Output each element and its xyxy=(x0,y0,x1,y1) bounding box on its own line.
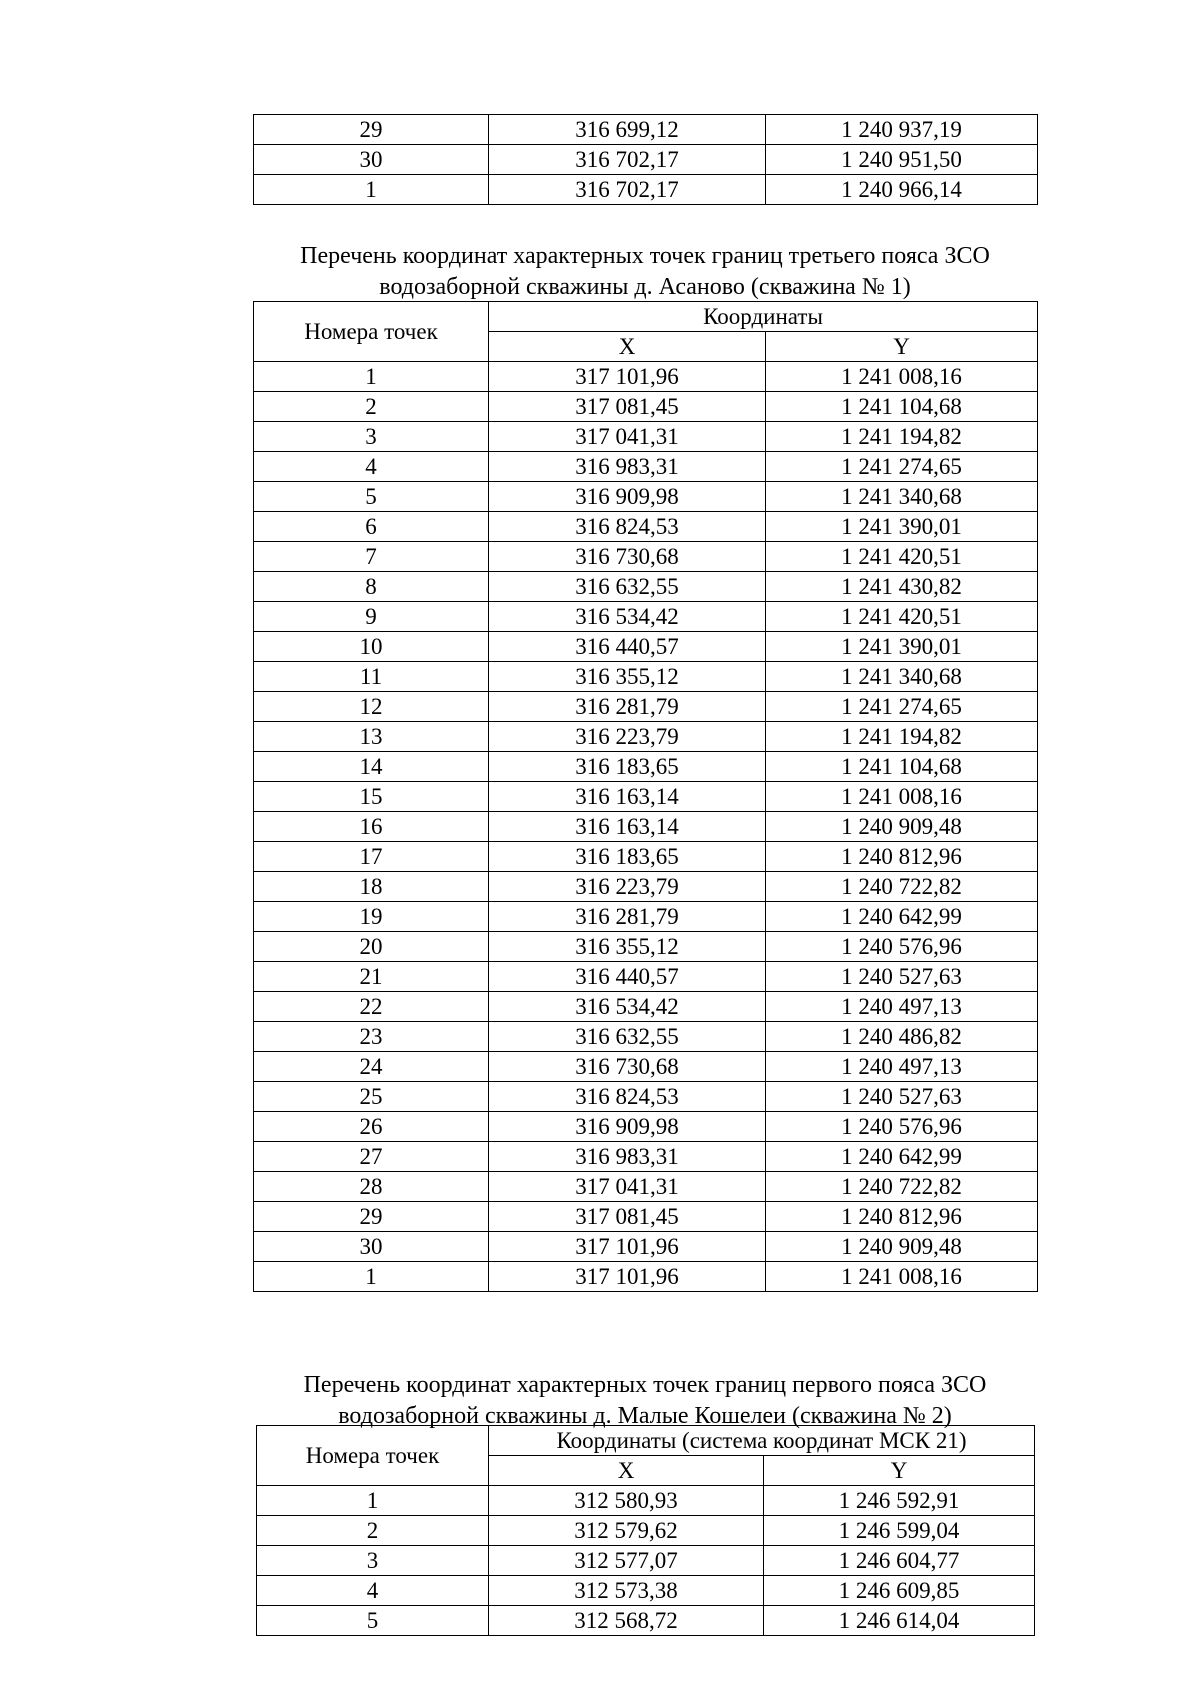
section-third-heading xyxy=(200,241,1090,303)
cell-y: 1 246 604,77 xyxy=(764,1546,1035,1576)
cell-x: 312 579,62 xyxy=(489,1516,764,1546)
table-row xyxy=(254,602,1038,632)
cell-x: 316 534,42 xyxy=(489,992,766,1022)
cell-x: 316 355,12 xyxy=(489,932,766,962)
table-row xyxy=(257,1546,1035,1576)
cell-x: 316 183,65 xyxy=(489,752,766,782)
cell-x: 316 702,17 xyxy=(489,145,766,175)
cell-x: 312 568,72 xyxy=(489,1606,764,1636)
cell-x: 317 081,45 xyxy=(489,1202,766,1232)
cell-y: 1 240 642,99 xyxy=(766,902,1038,932)
table-row xyxy=(254,692,1038,722)
cell-x: 316 163,14 xyxy=(489,812,766,842)
cell-point-number: 5 xyxy=(254,482,489,512)
table-row xyxy=(254,422,1038,452)
cell-y: 1 240 722,82 xyxy=(766,1172,1038,1202)
cell-y: 1 241 008,16 xyxy=(766,1262,1038,1292)
cell-x: 316 183,65 xyxy=(489,842,766,872)
cell-point-number: 1 xyxy=(254,175,489,205)
cell-point-number: 2 xyxy=(254,392,489,422)
cell-point-number: 4 xyxy=(257,1576,489,1606)
cell-y: 1 241 274,65 xyxy=(766,452,1038,482)
table-row xyxy=(254,452,1038,482)
cell-y: 1 241 420,51 xyxy=(766,542,1038,572)
cell-x: 312 573,38 xyxy=(489,1576,764,1606)
table-row xyxy=(254,175,1038,205)
cell-x: 316 440,57 xyxy=(489,962,766,992)
cell-point-number: 29 xyxy=(254,1202,489,1232)
table-row xyxy=(254,812,1038,842)
cell-x: 317 081,45 xyxy=(489,392,766,422)
cell-x: 316 440,57 xyxy=(489,632,766,662)
cell-point-number: 30 xyxy=(254,145,489,175)
col-header-coordinates: Координаты (система координат МСК 21) xyxy=(489,1426,1035,1456)
table-row xyxy=(254,962,1038,992)
cell-x: 316 355,12 xyxy=(489,662,766,692)
cell-point-number: 1 xyxy=(257,1486,489,1516)
cell-x: 316 730,68 xyxy=(489,542,766,572)
table-row xyxy=(254,722,1038,752)
cell-point-number: 18 xyxy=(254,872,489,902)
cell-y: 1 240 812,96 xyxy=(766,1202,1038,1232)
cell-point-number: 15 xyxy=(254,782,489,812)
cell-x: 316 632,55 xyxy=(489,572,766,602)
cell-x: 317 101,96 xyxy=(489,362,766,392)
cell-x: 317 101,96 xyxy=(489,1232,766,1262)
cell-point-number: 11 xyxy=(254,662,489,692)
cell-x: 316 983,31 xyxy=(489,1142,766,1172)
cell-y: 1 240 909,48 xyxy=(766,812,1038,842)
cell-x: 316 534,42 xyxy=(489,602,766,632)
col-header-points: Номера точек xyxy=(257,1426,489,1486)
table-row xyxy=(257,1576,1035,1606)
cell-y: 1 246 599,04 xyxy=(764,1516,1035,1546)
section-first-heading-line2: водозаборной скважины д. Малые Кошелеи (скважина № 2) xyxy=(338,1403,952,1429)
cell-y: 1 241 390,01 xyxy=(766,512,1038,542)
cell-point-number: 29 xyxy=(254,115,489,145)
cell-point-number: 23 xyxy=(254,1022,489,1052)
cell-y: 1 241 008,16 xyxy=(766,362,1038,392)
cell-y: 1 240 497,13 xyxy=(766,992,1038,1022)
table-row xyxy=(257,1516,1035,1546)
table-row xyxy=(254,932,1038,962)
table-row xyxy=(254,115,1038,145)
cell-y: 1 241 274,65 xyxy=(766,692,1038,722)
cell-x: 316 983,31 xyxy=(489,452,766,482)
cell-point-number: 3 xyxy=(254,422,489,452)
cell-y: 1 241 430,82 xyxy=(766,572,1038,602)
cell-x: 316 223,79 xyxy=(489,872,766,902)
section-third-heading-line1: Перечень координат характерных точек границ третьего пояса ЗСО xyxy=(300,243,990,269)
first-table-body xyxy=(257,1486,1035,1636)
cell-x: 316 730,68 xyxy=(489,1052,766,1082)
cell-point-number: 21 xyxy=(254,962,489,992)
cell-point-number: 27 xyxy=(254,1142,489,1172)
table-row xyxy=(254,1052,1038,1082)
table-row xyxy=(254,632,1038,662)
cell-point-number: 17 xyxy=(254,842,489,872)
top-table-block xyxy=(253,114,1038,205)
cell-point-number: 1 xyxy=(254,362,489,392)
cell-point-number: 14 xyxy=(254,752,489,782)
cell-point-number: 6 xyxy=(254,512,489,542)
cell-point-number: 16 xyxy=(254,812,489,842)
cell-point-number: 2 xyxy=(257,1516,489,1546)
cell-point-number: 20 xyxy=(254,932,489,962)
table-row xyxy=(254,1202,1038,1232)
cell-point-number: 25 xyxy=(254,1082,489,1112)
cell-x: 312 580,93 xyxy=(489,1486,764,1516)
cell-x: 317 041,31 xyxy=(489,422,766,452)
cell-point-number: 3 xyxy=(257,1546,489,1576)
cell-point-number: 28 xyxy=(254,1172,489,1202)
table-row xyxy=(254,902,1038,932)
col-header-points: Номера точек xyxy=(254,302,489,362)
cell-y: 1 241 104,68 xyxy=(766,752,1038,782)
cell-y: 1 240 722,82 xyxy=(766,872,1038,902)
cell-point-number: 10 xyxy=(254,632,489,662)
cell-y: 1 241 390,01 xyxy=(766,632,1038,662)
col-header-coordinates: Координаты xyxy=(489,302,1038,332)
cell-y: 1 241 104,68 xyxy=(766,392,1038,422)
col-header-y: Y xyxy=(766,332,1038,362)
cell-x: 316 824,53 xyxy=(489,512,766,542)
cell-x: 312 577,07 xyxy=(489,1546,764,1576)
col-header-x: X xyxy=(489,1456,764,1486)
cell-x: 316 281,79 xyxy=(489,692,766,722)
first-coordinates-table xyxy=(256,1425,1035,1636)
cell-point-number: 1 xyxy=(254,1262,489,1292)
cell-point-number: 12 xyxy=(254,692,489,722)
cell-point-number: 9 xyxy=(254,602,489,632)
cell-y: 1 246 609,85 xyxy=(764,1576,1035,1606)
table-row xyxy=(254,752,1038,782)
cell-y: 1 240 576,96 xyxy=(766,1112,1038,1142)
table-row xyxy=(254,782,1038,812)
cell-point-number: 5 xyxy=(257,1606,489,1636)
first-table-block xyxy=(256,1425,1035,1636)
table-row xyxy=(254,1082,1038,1112)
table-row xyxy=(254,1022,1038,1052)
table-row xyxy=(254,512,1038,542)
cell-point-number: 7 xyxy=(254,542,489,572)
table-row xyxy=(254,542,1038,572)
cell-y: 1 240 937,19 xyxy=(766,115,1038,145)
third-table-block xyxy=(253,301,1038,1292)
cell-x: 316 909,98 xyxy=(489,1112,766,1142)
cell-y: 1 240 527,63 xyxy=(766,1082,1038,1112)
cell-y: 1 240 576,96 xyxy=(766,932,1038,962)
cell-y: 1 241 340,68 xyxy=(766,662,1038,692)
table-row xyxy=(254,362,1038,392)
table-row xyxy=(254,1112,1038,1142)
cell-x: 317 101,96 xyxy=(489,1262,766,1292)
table-row xyxy=(257,1486,1035,1516)
cell-y: 1 246 614,04 xyxy=(764,1606,1035,1636)
cell-point-number: 8 xyxy=(254,572,489,602)
cell-y: 1 246 592,91 xyxy=(764,1486,1035,1516)
section-third-heading-line2: водозаборной скважины д. Асаново (скважина № 1) xyxy=(379,274,911,300)
cell-x: 316 281,79 xyxy=(489,902,766,932)
cell-y: 1 241 008,16 xyxy=(766,782,1038,812)
cell-point-number: 22 xyxy=(254,992,489,1022)
third-coordinates-table xyxy=(253,301,1038,1292)
cell-point-number: 30 xyxy=(254,1232,489,1262)
cell-y: 1 240 486,82 xyxy=(766,1022,1038,1052)
cell-x: 316 909,98 xyxy=(489,482,766,512)
table-row xyxy=(254,1172,1038,1202)
section-first-heading-line1: Перечень координат характерных точек границ первого пояса ЗСО xyxy=(303,1372,987,1398)
cell-y: 1 240 812,96 xyxy=(766,842,1038,872)
cell-point-number: 24 xyxy=(254,1052,489,1082)
cell-x: 316 699,12 xyxy=(489,115,766,145)
table-row xyxy=(254,992,1038,1022)
cell-x: 316 163,14 xyxy=(489,782,766,812)
table-row xyxy=(254,1142,1038,1172)
cell-x: 317 041,31 xyxy=(489,1172,766,1202)
table-row xyxy=(254,1262,1038,1292)
cell-y: 1 240 527,63 xyxy=(766,962,1038,992)
third-table-body xyxy=(254,362,1038,1292)
section-first-heading xyxy=(200,1370,1090,1432)
cell-y: 1 241 420,51 xyxy=(766,602,1038,632)
cell-y: 1 241 194,82 xyxy=(766,422,1038,452)
col-header-x: X xyxy=(489,332,766,362)
cell-y: 1 241 194,82 xyxy=(766,722,1038,752)
cell-y: 1 241 340,68 xyxy=(766,482,1038,512)
table-row xyxy=(254,392,1038,422)
table-row xyxy=(257,1606,1035,1636)
table-row xyxy=(254,662,1038,692)
top-table-body xyxy=(254,115,1038,205)
cell-y: 1 240 642,99 xyxy=(766,1142,1038,1172)
cell-x: 316 223,79 xyxy=(489,722,766,752)
top-coordinates-table xyxy=(253,114,1038,205)
cell-y: 1 240 909,48 xyxy=(766,1232,1038,1262)
table-row xyxy=(254,872,1038,902)
table-row xyxy=(254,482,1038,512)
cell-point-number: 19 xyxy=(254,902,489,932)
cell-y: 1 240 497,13 xyxy=(766,1052,1038,1082)
table-row xyxy=(254,1232,1038,1262)
cell-y: 1 240 951,50 xyxy=(766,145,1038,175)
table-row xyxy=(254,572,1038,602)
cell-y: 1 240 966,14 xyxy=(766,175,1038,205)
cell-x: 316 632,55 xyxy=(489,1022,766,1052)
cell-point-number: 26 xyxy=(254,1112,489,1142)
col-header-y: Y xyxy=(764,1456,1035,1486)
cell-x: 316 824,53 xyxy=(489,1082,766,1112)
cell-point-number: 4 xyxy=(254,452,489,482)
cell-point-number: 13 xyxy=(254,722,489,752)
table-row xyxy=(254,145,1038,175)
cell-x: 316 702,17 xyxy=(489,175,766,205)
table-row xyxy=(254,842,1038,872)
